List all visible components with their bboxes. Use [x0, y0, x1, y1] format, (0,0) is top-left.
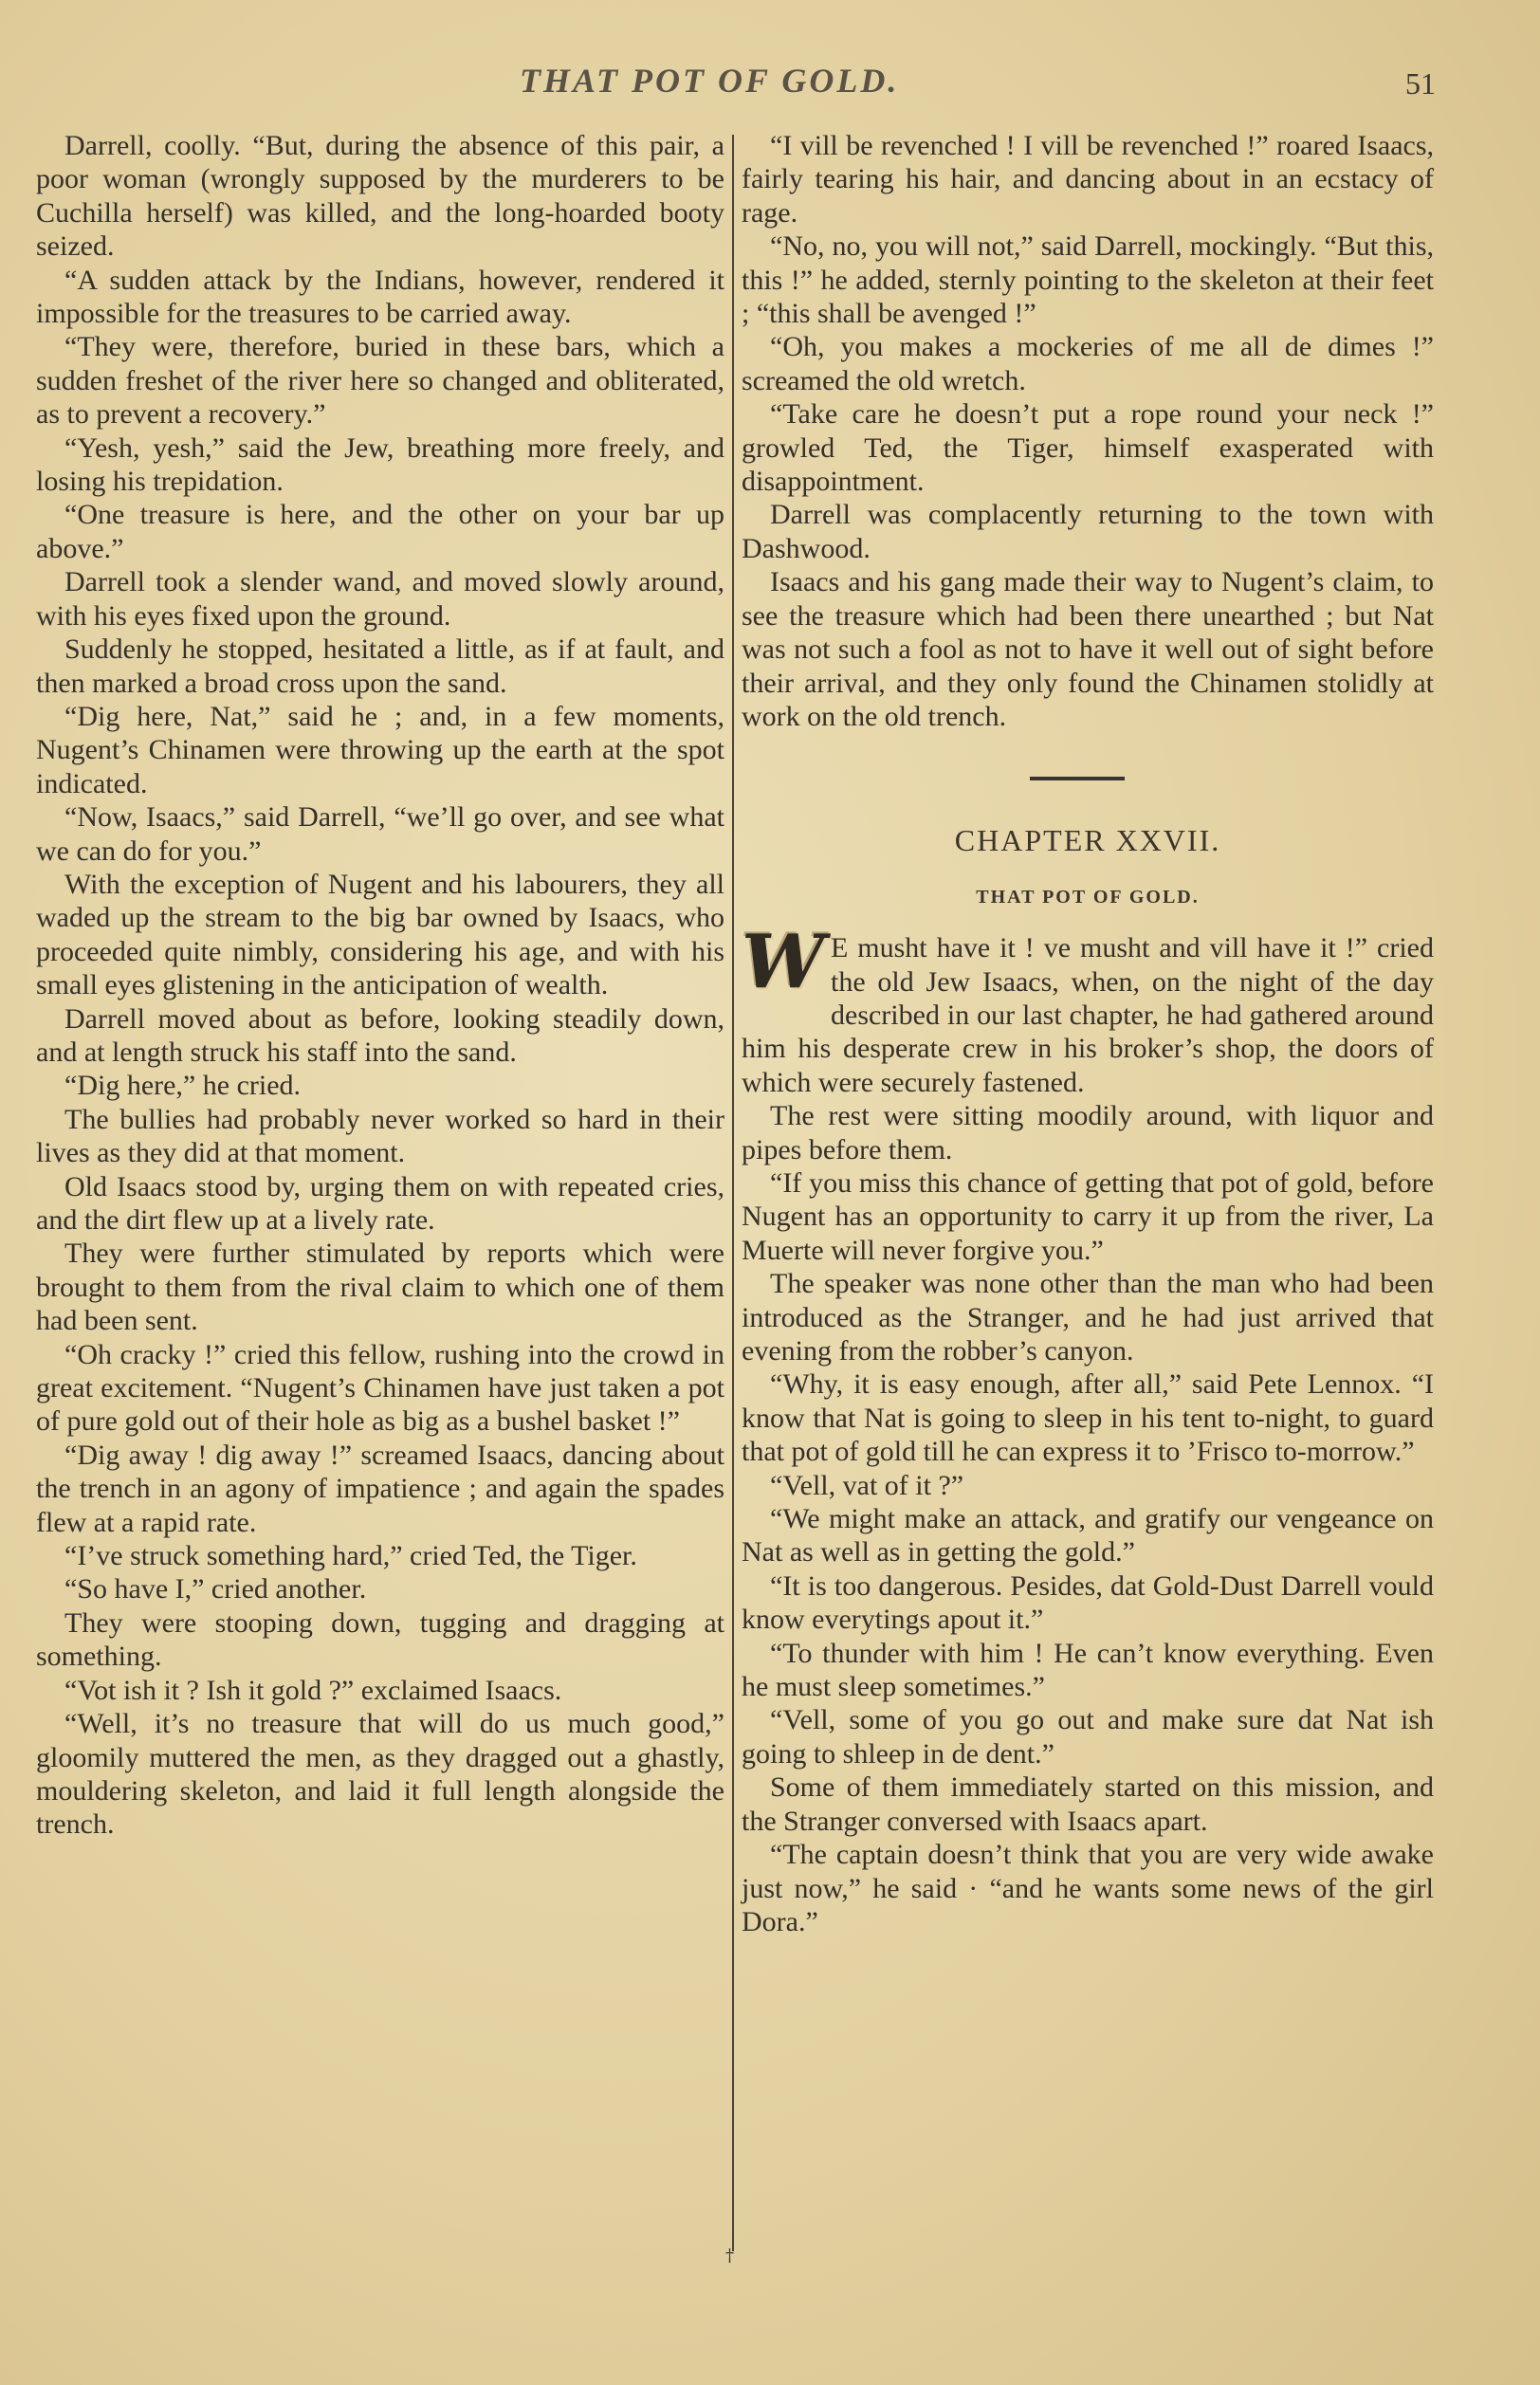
paragraph: “Oh cracky !” cried this fellow, rushing into the crowd in great excitement. “Nugent’s Chinamen have just taken a pot of pure gold out of their hole as big as a bushel basket !”	[36, 1338, 724, 1438]
paragraph: “Vot ish it ? Ish it gold ?” exclaimed Isaacs.	[64, 1674, 562, 1706]
paragraph: Darrell moved about as before, looking steadily down, and at length struck his staff into the sand.	[36, 1002, 724, 1068]
paragraph: “If you miss this chance of getting that pot of gold, before Nugent has an opportunity to carry it up from the river, La Muerte will never forgive you.”	[742, 1166, 1434, 1266]
paragraph: “One treasure is here, and the other on your bar up above.”	[36, 499, 724, 564]
paragraph: Darrell, coolly. “But, during the absence of this pair, a poor woman (wrongly supposed by the murderers to be Cuchilla herself) was killed, and the long-hoarded booty seized.	[36, 130, 724, 263]
chapter-opening	[742, 919, 1434, 1099]
drop-cap: W	[742, 919, 825, 1006]
paragraph: “A sudden attack by the Indians, however, rendered it impossible for the treasures to be carried away.	[36, 264, 724, 330]
paragraph: “No, no, you will not,” said Darrell, mockingly. “But this, this !” he added, sternly pointing to the skeleton at their feet ; “this shall be avenged !”	[742, 230, 1434, 330]
paragraph: “Well, it’s no treasure that will do us much good,” gloomily muttered the men, as they dragged out a ghastly, mouldering skeleton, and laid it full length alongside the trench.	[36, 1708, 724, 1841]
page-number: 51	[1405, 66, 1436, 101]
paragraph: “Oh, you makes a mockeries of me all de dimes !” screamed the old wretch.	[742, 331, 1434, 396]
paragraph: “The captain doesn’t think that you are very wide awake just now,” he said · “and he wants some news of the girl Dora.”	[742, 1839, 1434, 1937]
running-title: THAT POT OF GOLD.	[520, 62, 900, 100]
paragraph: “Yesh, yesh,” said the Jew, breathing more freely, and losing his trepidation.	[36, 431, 724, 498]
paragraph: “So have I,” cried another.	[64, 1573, 367, 1605]
paragraph: The rest were sitting moodily around, with liquor and pipes before them.	[742, 1100, 1434, 1165]
page-header	[0, 61, 1540, 118]
paragraph: They were stooping down, tugging and dragging at something.	[36, 1606, 724, 1673]
paragraph: Darrell took a slender wand, and moved slowly around, with his eyes fixed upon the ground.	[36, 566, 724, 632]
paragraph: “Vell, vat of it ?”	[770, 1469, 964, 1501]
paragraph: The bullies had probably never worked so hard in their lives as they did at that moment.	[36, 1103, 724, 1169]
column-rule	[732, 135, 734, 2251]
paragraph: Darrell was complacently returning to the town with Dashwood.	[742, 499, 1434, 564]
paragraph: Some of them immediately started on this mission, and the Stranger conversed with Isaacs apart.	[742, 1771, 1434, 1837]
paragraph: Old Isaacs stood by, urging them on with repeated cries, and the dirt flew up at a lively rate.	[36, 1170, 724, 1236]
paragraph: Isaacs and his gang made their way to Nugent’s claim, to see the treasure which had been there unearthed ; but Nat was not such a fool as not to have it well out of sight before their arrival, and they only found the Chinamen stolidly at work on the old trench.	[742, 566, 1434, 732]
chapter-subtitle: THAT POT OF GOLD.	[976, 886, 1200, 908]
paragraph: They were further stimulated by reports which were brought to them from the rival claim to which one of them had been sent.	[36, 1238, 724, 1337]
paragraph: “Vell, some of you go out and make sure dat Nat ish going to shleep in de dent.”	[742, 1704, 1434, 1770]
paragraph: Suddenly he stopped, hesitated a little, as if at fault, and then marked a broad cross upon the sand.	[36, 633, 724, 699]
paragraph: “Why, it is easy enough, after all,” said Pete Lennox. “I know that Nat is going to sleep in his tent to-night, to guard that pot of gold till he can express it to ’Frisco to-morrow.”	[742, 1368, 1434, 1468]
right-column-text-after-chapter	[742, 1099, 1434, 1938]
paragraph: “It is too dangerous. Pesides, dat Gold-Dust Darrell vould know everytings apout it.”	[742, 1569, 1434, 1636]
paragraph: “I’ve struck something hard,” cried Ted, the Tiger.	[64, 1540, 637, 1572]
paragraph: “Dig here,” he cried.	[64, 1070, 302, 1102]
paragraph: “Take care he doesn’t put a rope round your neck !” growled Ted, the Tiger, himself exasperated with disappointment.	[742, 398, 1434, 498]
paragraph: “To thunder with him ! He can’t know everything. Even he must sleep sometimes.”	[742, 1637, 1434, 1703]
chapter-heading: CHAPTER XXVII.	[954, 823, 1221, 858]
paragraph: “I vill be revenched ! I vill be revenched !” roared Isaacs, fairly tearing his hair, and dancing about in an ecstacy of rage.	[742, 130, 1434, 229]
paragraph: “Dig away ! dig away !” screamed Isaacs, dancing about the trench in an agony of impatience ; and again the spades flew at a rapid rate.	[36, 1439, 724, 1538]
paragraph: “Dig here, Nat,” said he ; and, in a few moments, Nugent’s Chinamen were throwing up the earth at the spot indicated.	[36, 700, 724, 799]
paragraph: “We might make an attack, and gratify our vengeance on Nat as well as in getting the gold.”	[742, 1503, 1434, 1569]
chapter-first-paragraph: E musht have it ! ve musht and vill have it !” cried the old Jew Isaacs, when, on the night of the day described in our last chapter, he had gathered around him his desperate crew in his broker’s shop, the doors of which were securely fastened.	[742, 932, 1434, 1098]
paragraph: The speaker was none other than the man who had been introduced as the Stranger, and he had just arrived that evening from the robber’s canyon.	[742, 1268, 1434, 1367]
column-rule-end-mark: †	[725, 2246, 734, 2266]
paragraph: “Now, Isaacs,” said Darrell, “we’ll go over, and see what we can do for you.”	[36, 801, 724, 867]
paragraph: With the exception of Nugent and his labourers, they all waded up the stream to the big bar owned by Isaacs, who proceeded quite nimbly, considering his age, and with his small eyes glistening in the anticipation of wealth.	[36, 868, 724, 1001]
right-column-text-before-chapter	[742, 129, 1434, 733]
right-column	[742, 129, 1434, 1938]
left-column	[36, 129, 724, 1842]
section-divider	[1030, 777, 1125, 780]
paragraph: “They were, therefore, buried in these bars, which a sudden freshet of the river here so changed and obliterated, as to prevent a recovery.”	[36, 331, 724, 431]
